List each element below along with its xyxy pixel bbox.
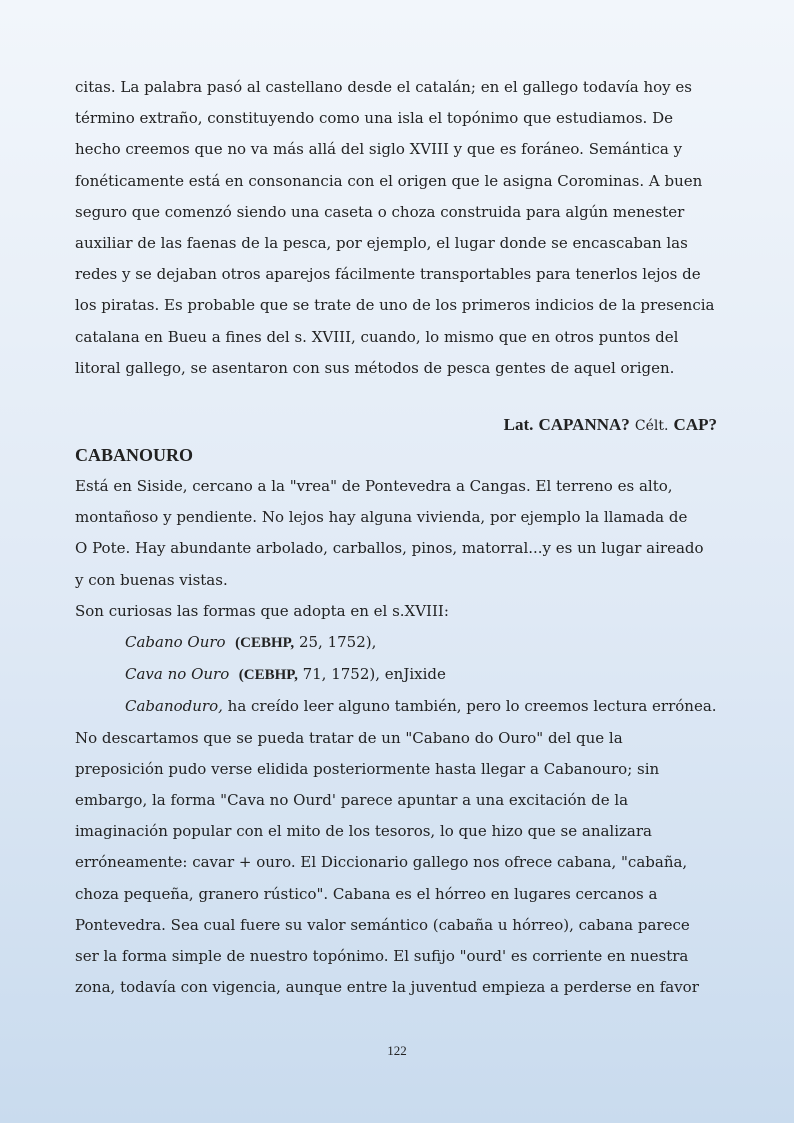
- form-ref: 25, 1752),: [294, 633, 377, 652]
- text-line: erróneamente: cavar + ouro. El Diccionario gallego nos ofrece cabana, "cabaña,: [75, 853, 688, 872]
- page-number: 122: [387, 1043, 407, 1058]
- lat-word: CAPANNA?: [538, 415, 630, 435]
- lat-label: Lat.: [503, 415, 534, 435]
- text-line: los piratas. Es probable que se trate de uno de los primeros indicios de la presencia: [75, 296, 715, 315]
- text-line: zona, todavía con vigencia, aunque entre la juventud empieza a perderse en favor: [75, 978, 699, 997]
- text-line: imaginación popular con el mito de los tesoros, lo que hizo que se analizara: [75, 822, 652, 841]
- text-line: choza pequeña, granero rústico". Cabana es el hórreo en lugares cercanos a: [75, 884, 658, 903]
- etymology-heading: [75, 414, 717, 437]
- text-line: montañoso y pendiente. No lejos hay alguna vivienda, por ejemplo la llamada de: [75, 508, 688, 527]
- text-line: redes y se dejaban otros aparejos fácilmente transportables para tenerlos lejos de: [75, 265, 701, 284]
- celt-label: Célt.: [634, 418, 669, 435]
- form-name: Cava no Ouro: [125, 665, 230, 684]
- text-line: seguro que comenzó siendo una caseta o choza construida para algún menester: [75, 202, 685, 221]
- text-line: Está en Siside, cercano a la "vrea" de Pontevedra a Cangas. El terreno es alto,: [75, 477, 673, 496]
- text-line: auxiliar de las faenas de la pesca, por ejemplo, el lugar donde se encascaban las: [75, 234, 688, 253]
- text-line: No descartamos que se pueda tratar de un "Cabano do Ouro" del que la: [75, 728, 623, 747]
- form-source: (CEBHP,: [235, 635, 295, 652]
- form-entry: [75, 627, 717, 659]
- entry-title: CABANOURO: [75, 445, 194, 466]
- page-body: [75, 72, 717, 1003]
- paragraph-catalan-origin: [75, 72, 717, 384]
- text-line: término extraño, constituyendo como una isla el topónimo que estudiamos. De: [75, 109, 673, 128]
- text-line: fonéticamente está en consonancia con el origen que le asigna Corominas. A buen: [75, 171, 703, 190]
- form-source: (CEBHP,: [238, 667, 298, 684]
- text-line-rest: ha creído leer alguno también, pero lo creemos lectura errónea.: [222, 697, 717, 716]
- text-line: litoral gallego, se asentaron con sus métodos de pesca gentes de aquel origen.: [75, 358, 675, 377]
- text-line: ser la forma simple de nuestro topónimo. El sufijo "ourd' es corriente en nuestra: [75, 947, 689, 966]
- text-line: y con buenas vistas.: [75, 570, 228, 589]
- form-ref: 71, 1752),: [297, 665, 381, 684]
- text-line: [75, 691, 717, 722]
- paragraph-location: [75, 471, 717, 1003]
- form-extra: enJixide: [380, 665, 446, 684]
- text-line: citas. La palabra pasó al castellano desde el catalán; en el gallego todavía hoy es: [75, 78, 692, 96]
- text-line: Pontevedra. Sea cual fuere su valor semántico (cabaña u hórreo), cabana parece: [75, 915, 690, 934]
- form-name: Cabano Ouro: [125, 633, 226, 652]
- curious-intro: Son curiosas las formas que adopta en el s.XVIII:: [75, 601, 449, 620]
- form-entry: [75, 659, 717, 691]
- text-line: catalana en Bueu a fines del s. XVIII, cuando, lo mismo que en otros puntos del: [75, 327, 679, 346]
- text-line: O Pote. Hay abundante arbolado, carballos, pinos, matorral...y es un lugar aireado: [75, 539, 704, 558]
- celt-word: CAP?: [673, 415, 717, 435]
- text-line: hecho creemos que no va más allá del siglo XVIII y que es foráneo. Semántica y: [75, 140, 683, 159]
- form-name: Cabanoduro,: [125, 697, 223, 716]
- text-line: embargo, la forma "Cava no Ourd' parece apuntar a una excitación de la: [75, 791, 629, 810]
- text-line: preposición pudo verse elidida posteriormente hasta llegar a Cabanouro; sin: [75, 759, 660, 778]
